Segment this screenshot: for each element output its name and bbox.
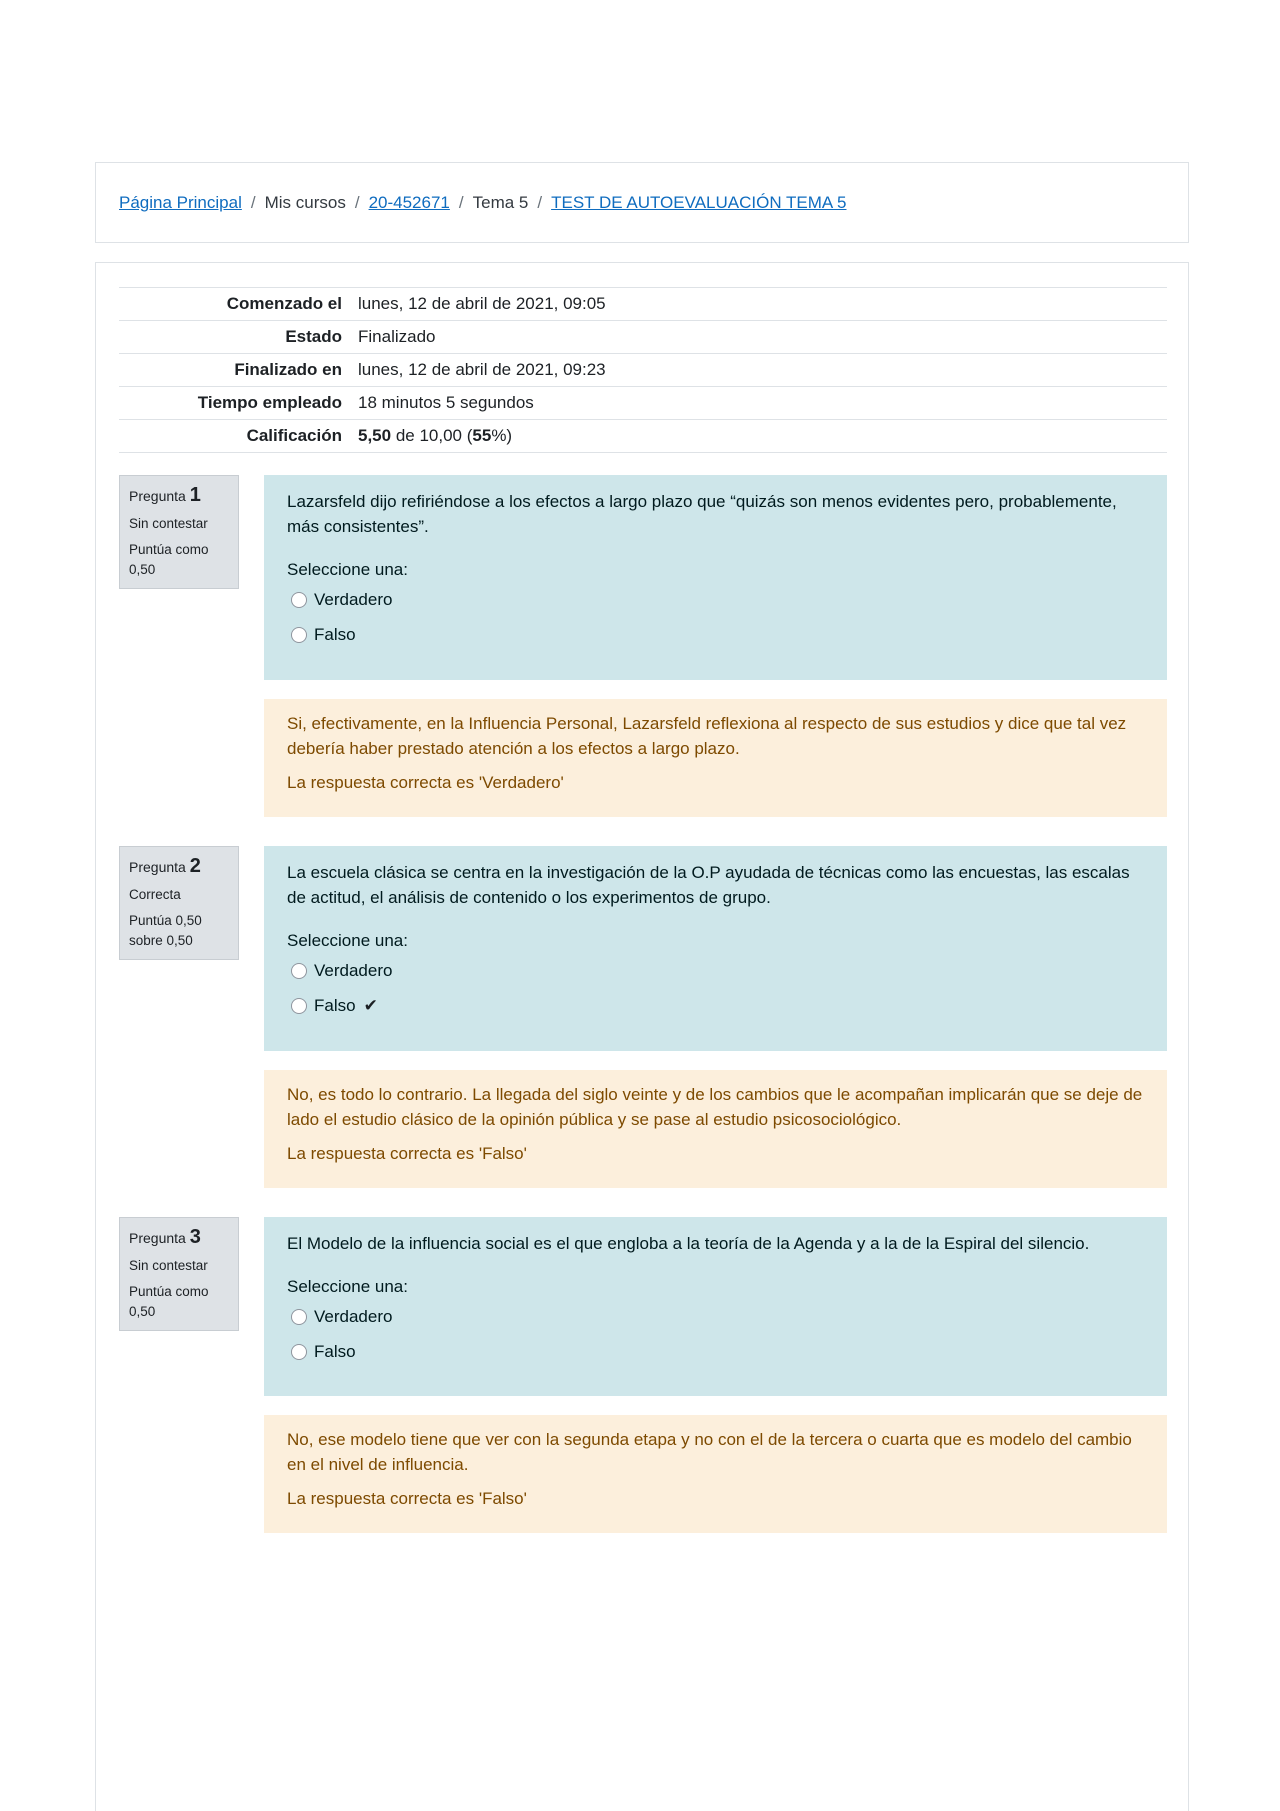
- answer-option-verdadero[interactable]: [291, 1299, 1144, 1334]
- question-label: Pregunta: [129, 1230, 186, 1246]
- grade-end: %): [491, 426, 513, 445]
- summary-label: Estado: [119, 321, 350, 354]
- breadcrumb-courses: Mis cursos: [264, 193, 346, 212]
- breadcrumb-separator: /: [354, 193, 360, 212]
- answer-label: Verdadero: [314, 590, 393, 609]
- summary-row-state: [119, 321, 1167, 354]
- grade-percent: 55: [472, 426, 492, 445]
- answer-option-falso[interactable]: [291, 617, 1144, 652]
- breadcrumb-quiz-link[interactable]: TEST DE AUTOEVALUACIÓN TEMA 5: [551, 193, 847, 212]
- question-state: Sin contestar: [129, 516, 208, 531]
- answer-prompt: Seleccione una:: [287, 931, 408, 950]
- answer-prompt: Seleccione una:: [287, 560, 408, 579]
- radio-button[interactable]: [291, 963, 307, 979]
- summary-value: 18 minutos 5 segundos: [350, 387, 1167, 420]
- feedback-text: No, es todo lo contrario. La llegada del siglo veinte y de los cambios que le acompañan implicarán que se deje de lado el estudio clásico de la opinión pública y se pase al estudio psicosociológico.: [287, 1085, 1143, 1129]
- breadcrumb-separator: /: [537, 193, 543, 212]
- question-grade: Puntúa como 0,50: [129, 542, 209, 577]
- answer-option-falso[interactable]: [291, 988, 1144, 1023]
- question-text: El Modelo de la influencia social es el que engloba a la teoría de la Agenda y a la de la Espiral del silencio.: [287, 1234, 1090, 1253]
- breadcrumb-separator: /: [250, 193, 256, 212]
- correct-check-icon: ✔: [363, 996, 378, 1015]
- answer-label: Falso: [314, 996, 356, 1015]
- summary-value: lunes, 12 de abril de 2021, 09:05: [350, 288, 1167, 321]
- radio-button[interactable]: [291, 1309, 307, 1325]
- summary-label: Comenzado el: [119, 288, 350, 321]
- question-label: Pregunta: [129, 859, 186, 875]
- question-formulation-2: [264, 846, 1167, 1051]
- quiz-review-region: [95, 262, 1189, 1811]
- question-state: Sin contestar: [129, 1258, 208, 1273]
- answer-option-verdadero[interactable]: [291, 953, 1144, 988]
- question-formulation-3: [264, 1217, 1167, 1396]
- right-answer: La respuesta correcta es 'Falso': [287, 1489, 527, 1508]
- question-label: Pregunta: [129, 488, 186, 504]
- feedback-text: Si, efectivamente, en la Influencia Personal, Lazarsfeld reflexiona al respecto de sus estudios y dice que tal vez debería haber prestado atención a los efectos a largo plazo.: [287, 714, 1127, 758]
- grade-mid: de 10,00 (: [395, 426, 473, 445]
- feedback-text: No, ese modelo tiene que ver con la segunda etapa y no con el de la tercera o cuarta que es modelo del cambio en el nivel de influencia.: [287, 1430, 1132, 1474]
- question-number-value: 3: [189, 1226, 201, 1248]
- right-answer: La respuesta correcta es 'Verdadero': [287, 773, 564, 792]
- answer-label: Verdadero: [314, 1307, 393, 1326]
- question-grade: Puntúa como 0,50: [129, 1284, 209, 1319]
- question-state: Correcta: [129, 887, 181, 902]
- answer-label: Falso: [314, 625, 356, 644]
- question-number: [129, 484, 229, 507]
- grade-score: 5,50: [358, 426, 392, 445]
- summary-label: Tiempo empleado: [119, 387, 350, 420]
- answer-label: Falso: [314, 1342, 356, 1361]
- breadcrumb-container: [95, 162, 1189, 243]
- question-number: [129, 1226, 229, 1249]
- question-info-1: [119, 475, 239, 589]
- answer-option-falso[interactable]: [291, 1334, 1144, 1369]
- question-info-2: [119, 846, 239, 960]
- question-number-value: 2: [189, 855, 201, 877]
- breadcrumb: [119, 193, 846, 213]
- question-text: Lazarsfeld dijo refiriéndose a los efectos a largo plazo que “quizás son menos evidentes pero, probablemente, más consistentes”.: [287, 492, 1117, 536]
- breadcrumb-topic: Tema 5: [472, 193, 529, 212]
- radio-button[interactable]: [291, 592, 307, 608]
- breadcrumb-home-link[interactable]: Página Principal: [119, 193, 242, 212]
- question-feedback-3: [264, 1415, 1167, 1533]
- answer-option-verdadero[interactable]: [291, 582, 1144, 617]
- question-info-3: [119, 1217, 239, 1331]
- summary-row-grade: [119, 420, 1167, 453]
- breadcrumb-course-link[interactable]: 20-452671: [368, 193, 450, 212]
- attempt-summary-table: [119, 287, 1167, 453]
- question-feedback-1: [264, 699, 1167, 817]
- question-number-value: 1: [189, 484, 201, 506]
- right-answer: La respuesta correcta es 'Falso': [287, 1144, 527, 1163]
- answer-prompt: Seleccione una:: [287, 1277, 408, 1296]
- radio-button[interactable]: [291, 1344, 307, 1360]
- question-formulation-1: [264, 475, 1167, 680]
- question-text: La escuela clásica se centra en la investigación de la O.P ayudada de técnicas como las encuestas, las escalas de actitud, el análisis de contenido o los experimentos de grupo.: [287, 863, 1130, 907]
- summary-label: Finalizado en: [119, 354, 350, 387]
- summary-value: lunes, 12 de abril de 2021, 09:23: [350, 354, 1167, 387]
- radio-button[interactable]: [291, 627, 307, 643]
- summary-grade-value: [350, 420, 1167, 453]
- summary-label: Calificación: [119, 420, 350, 453]
- summary-value: Finalizado: [350, 321, 1167, 354]
- question-grade: Puntúa 0,50 sobre 0,50: [129, 913, 202, 948]
- summary-row-finished: [119, 354, 1167, 387]
- summary-row-time-taken: [119, 387, 1167, 420]
- question-feedback-2: [264, 1070, 1167, 1188]
- question-number: [129, 855, 229, 878]
- summary-row-started: [119, 288, 1167, 321]
- radio-button[interactable]: [291, 998, 307, 1014]
- breadcrumb-separator: /: [458, 193, 464, 212]
- answer-label: Verdadero: [314, 961, 393, 980]
